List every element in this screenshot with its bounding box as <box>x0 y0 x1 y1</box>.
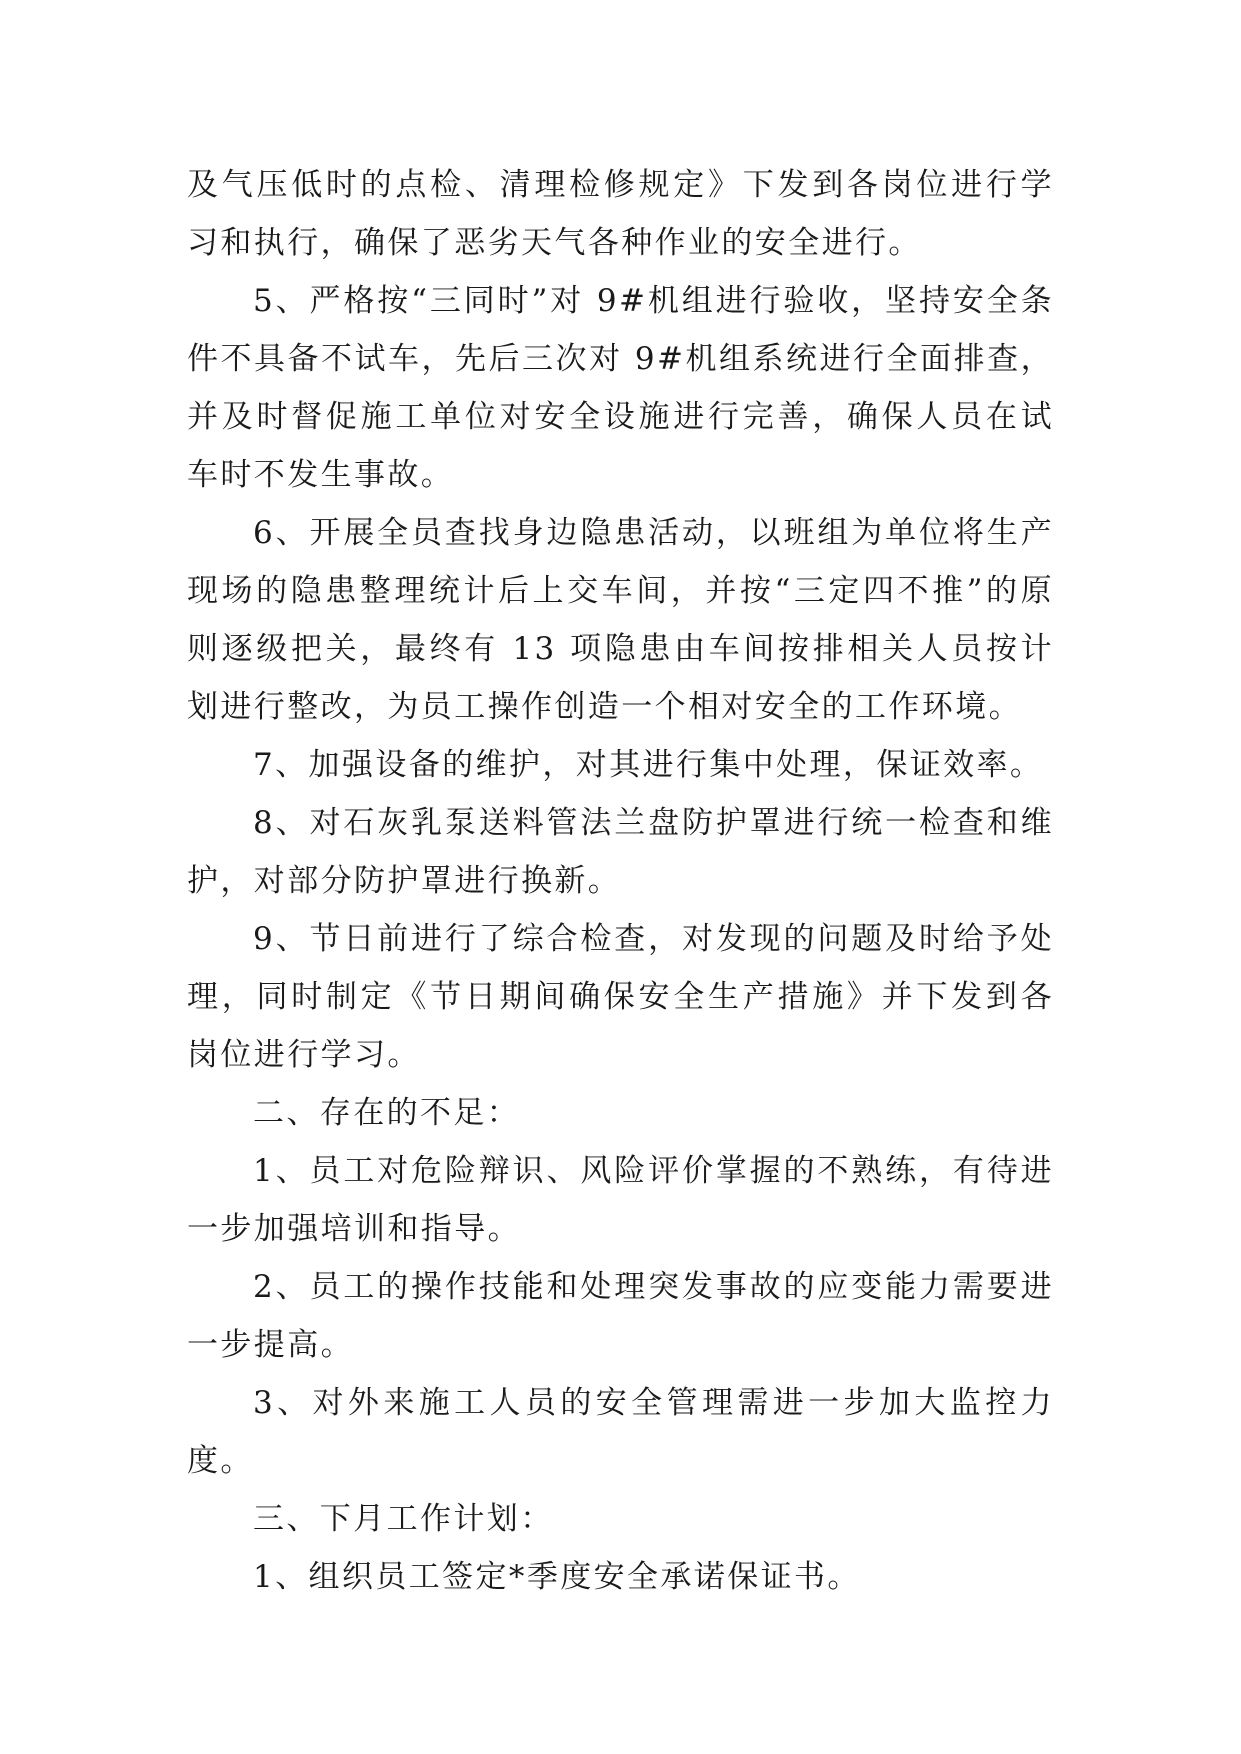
shortcoming-item-3: 3、对外来施工人员的安全管理需进一步加大监控力度。 <box>187 1385 1054 1479</box>
document-body <box>187 156 1054 1606</box>
paragraph-item-6: 6、开展全员查找身边隐患活动，以班组为单位将生产现场的隐患整理统计后上交车间，并按“三定四不推”的原则逐级把关，最终有 13 项隐患由车间按排相关人员按计划进行整改，为员工操作创造一个相对安全的工作环境。 <box>187 515 1054 725</box>
shortcoming-item-1: 1、员工对危险辩识、风险评价掌握的不熟练，有待进一步加强培训和指导。 <box>187 1153 1054 1247</box>
paragraph-item-8: 8、对石灰乳泵送料管法兰盘防护罩进行统一检查和维护，对部分防护罩进行换新。 <box>187 805 1054 899</box>
plan-item-1: 1、组织员工签定*季度安全承诺保证书。 <box>253 1559 861 1595</box>
paragraph-continuation: 及气压低时的点检、清理检修规定》下发到各岗位进行学习和执行，确保了恶劣天气各种作业的安全进行。 <box>187 167 1054 261</box>
section-heading-next-month-plan: 三、下月工作计划： <box>253 1501 554 1537</box>
shortcoming-item-2: 2、员工的操作技能和处理突发事故的应变能力需要进一步提高。 <box>187 1269 1054 1363</box>
paragraph-item-5: 5、严格按“三同时”对 9#机组进行验收，坚持安全条件不具备不试车，先后三次对 9#机组系统进行全面排查，并及时督促施工单位对安全设施进行完善，确保人员在试车时不发生事故。 <box>187 283 1054 493</box>
paragraph-item-7: 7、加强设备的维护，对其进行集中处理，保证效率。 <box>253 747 1044 783</box>
paragraph-item-9: 9、节日前进行了综合检查，对发现的问题及时给予处理，同时制定《节日期间确保安全生产措施》并下发到各岗位进行学习。 <box>187 921 1054 1073</box>
section-heading-shortcomings: 二、存在的不足： <box>253 1095 521 1131</box>
